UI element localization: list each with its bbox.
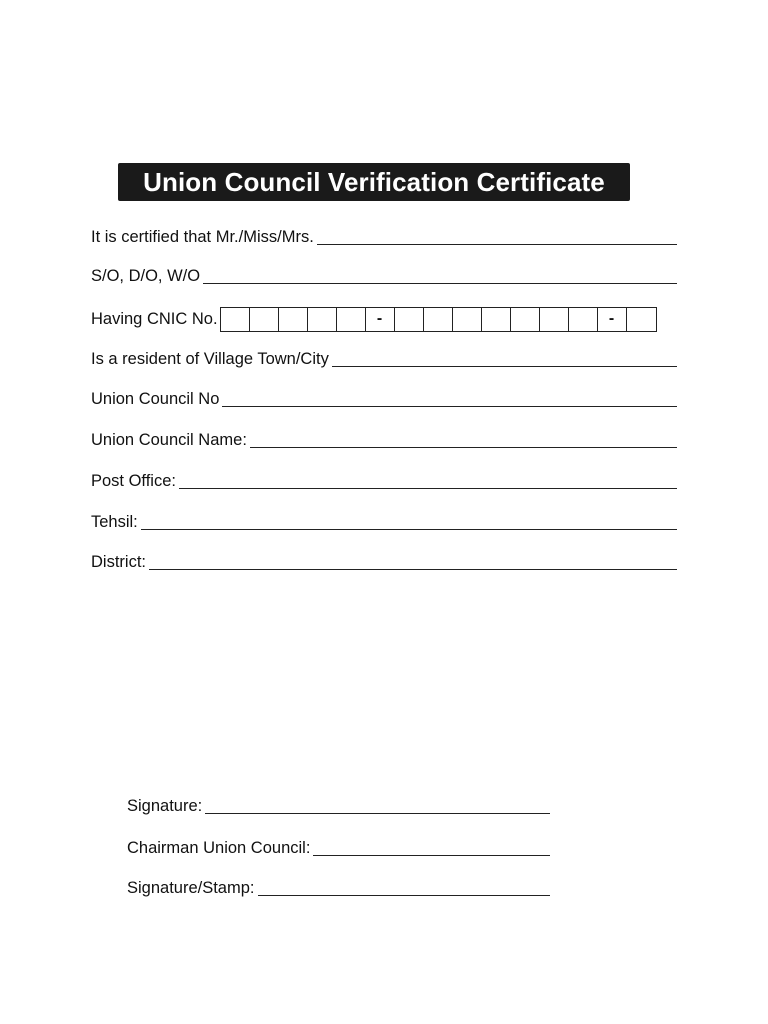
field-stamp-line[interactable] (258, 895, 551, 896)
cnic-box[interactable] (279, 308, 308, 331)
field-chairman-label: Chairman Union Council: (127, 839, 311, 857)
field-cnic (91, 306, 657, 332)
field-district-line[interactable] (149, 569, 677, 570)
field-chairman-line[interactable] (313, 855, 550, 856)
cnic-box[interactable] (453, 308, 482, 331)
field-signature-label: Signature: (127, 797, 203, 815)
field-signature-line[interactable] (205, 813, 550, 814)
certificate-title-bar (118, 163, 630, 201)
field-district (91, 549, 677, 571)
field-residence-line[interactable] (332, 366, 677, 367)
field-residence (91, 346, 677, 368)
cnic-box[interactable] (221, 308, 250, 331)
cnic-box[interactable] (511, 308, 540, 331)
cnic-boxes (220, 307, 657, 332)
field-stamp (127, 875, 550, 897)
field-name (91, 224, 677, 246)
cnic-box[interactable] (308, 308, 337, 331)
field-name-line[interactable] (317, 244, 677, 245)
field-tehsil (91, 509, 677, 531)
field-post-office-line[interactable] (179, 488, 677, 489)
field-union-council-no-line[interactable] (222, 406, 677, 407)
field-relation (91, 263, 677, 285)
cnic-box[interactable] (395, 308, 424, 331)
field-union-council-name-label: Union Council Name: (91, 431, 247, 449)
cnic-dash-box: - (598, 308, 627, 331)
field-union-council-name-line[interactable] (250, 447, 677, 448)
cnic-box[interactable] (540, 308, 569, 331)
cnic-box[interactable] (569, 308, 598, 331)
field-union-council-no-label: Union Council No (91, 390, 220, 408)
field-post-office (91, 468, 677, 490)
cnic-box[interactable] (482, 308, 511, 331)
field-relation-label: S/O, D/O, W/O (91, 267, 201, 285)
field-relation-line[interactable] (203, 283, 677, 284)
cnic-box[interactable] (250, 308, 279, 331)
field-district-label: District: (91, 553, 146, 571)
field-signature (127, 793, 550, 815)
certificate-title: Union Council Verification Certificate (143, 166, 605, 197)
field-post-office-label: Post Office: (91, 472, 176, 490)
field-residence-label: Is a resident of Village Town/City (91, 350, 329, 368)
field-tehsil-label: Tehsil: (91, 513, 138, 531)
field-union-council-name (91, 427, 677, 449)
field-union-council-no (91, 386, 677, 408)
field-chairman (127, 835, 550, 857)
field-stamp-label: Signature/Stamp: (127, 879, 255, 897)
cnic-box[interactable] (627, 308, 656, 331)
cnic-box[interactable] (337, 308, 366, 331)
field-name-label: It is certified that Mr./Miss/Mrs. (91, 228, 314, 246)
field-tehsil-line[interactable] (141, 529, 677, 530)
field-cnic-label: Having CNIC No. (91, 310, 218, 328)
cnic-box[interactable] (424, 308, 453, 331)
cnic-dash-box: - (366, 308, 395, 331)
